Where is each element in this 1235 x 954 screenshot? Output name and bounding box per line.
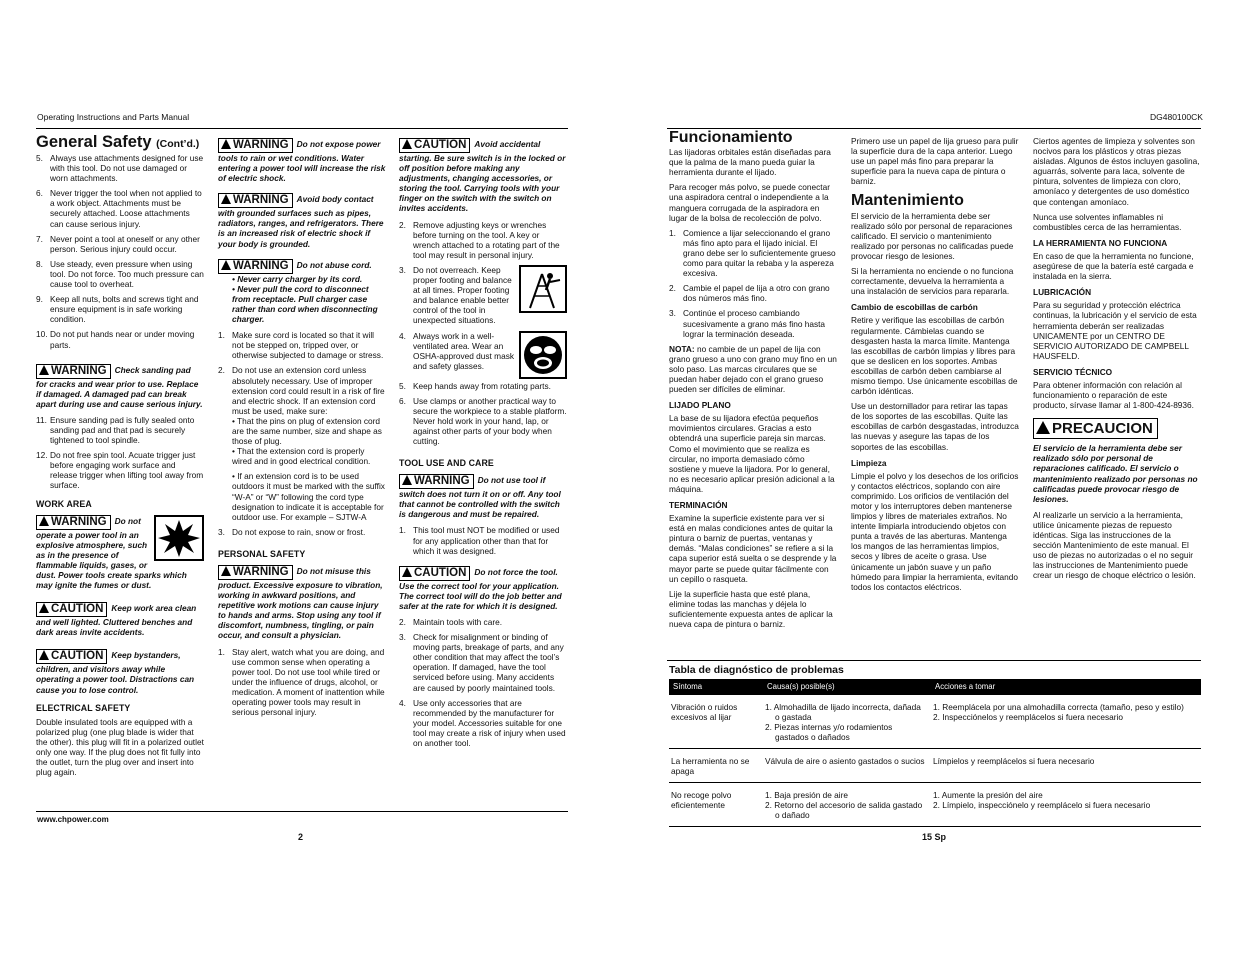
list-item: 4. Always work in a well-ventilated area. Wear an OSHA-approved dust mask and safety glasses. <box>399 331 567 371</box>
list-item: 6. Use clamps or another practical way to secure the workpiece to a stable platform. Never hold work in your hand, lap, or against other parts of your body when cutting. <box>399 395 567 446</box>
header-rule <box>36 128 568 129</box>
caution-force: CAUTION Do not force the tool. Use the correct tool for your application. The correct tool will do the job better and safer at the rate for which it is designed. <box>399 566 562 611</box>
caution-work-area: CAUTION Keep work area clean and well lighted. Cluttered benches and dark areas invite accidents. <box>36 603 197 638</box>
troubleshooting-table <box>669 664 1201 827</box>
actions-cell <box>931 749 1201 783</box>
list-item: 12. Do not free spin tool. Acuate trigger just before engaging work surface and release trigger when lifting tool away from surface. <box>36 450 204 491</box>
caution-accidental-start: CAUTION Avoid accidental starting. Be sure switch is in the locked or off position before making any adjustments, changing accessories, or storing the tool. Carrying tools with your finger on the switch with the switch on invites accidents. <box>399 139 566 214</box>
paragraph: Nunca use solventes inflamables ni combustibles cerca de las herramientas. <box>1033 211 1182 232</box>
paragraph: Use un destornillador para retirar las tapas de los soportes de las escobillas. Quite las escobillas de carbón desgastadas, introduzca las nuevas y asegure las tapas de los soportes de las escobillas. <box>851 401 1019 452</box>
ladder-overreach-icon <box>519 265 567 313</box>
list-item: 2. Remove adjusting keys or wrenches before turning on the tool. A key or wrench attached to a rotating part of the tool may result in personal injury. <box>399 219 560 260</box>
safety-list-a <box>36 153 204 350</box>
alert-triangle-icon <box>221 139 231 149</box>
no-funciona-heading: LA HERRAMIENTA NO FUNCIONA <box>1033 237 1168 248</box>
paragraph: Ciertos agentes de limpieza y solventes son nocivos para los plásticos y otras piezas aisladas. Algunos de éstos incluyen gasolina, aguarrás, solvente para laca, solvente de pintura, solventes de limpieza con cloro, amoníaco y detergentes de uso doméstico que contengan amoníaco. <box>1033 136 1200 207</box>
alert-triangle-icon <box>221 566 231 576</box>
column-header: Causa(s) posible(s) <box>763 679 931 695</box>
warning-rain: WARNING Do not expose power tools to rain or wet conditions. Water entering a power tool will increase the risk of electric shock. <box>218 139 386 184</box>
caution-bystanders: CAUTION Keep bystanders, children, and visitors away while operating a power tool. Distractions can cause you to lose control. <box>36 650 195 695</box>
warning-badge: WARNING <box>399 474 474 489</box>
model-code: DG480100CK <box>1150 112 1203 122</box>
alert-triangle-icon <box>39 650 49 660</box>
electrical-text: Double insulated tools are equipped with a polarized plug (one plug blade is wider that the other). this plug will fit in a polarized outlet only one way. If the plug does not fit fully into the outlet, turn the plug over and insert into plug again. <box>36 716 204 778</box>
list-item: 3. Continúe el proceso cambiando sucesivamente a grano más fino hasta lograr la terminación deseada. <box>669 308 826 339</box>
warning-cord: WARNING Do not abuse cord. • Never carry charger by its cord. • Never pull the cord to disconnect from receptacle. Pull charger case rather than cord when disconnecting charger. <box>218 259 386 324</box>
list-item: 1. Comience a lijar seleccionando el grano más fino apto para el lijado inicial. El grano debe ser lo suficientemente grueso como para quitar la rebaba y la aspereza excesiva. <box>669 227 836 279</box>
work-area-heading: WORK AREA <box>36 498 92 509</box>
cell-line: Válvula de aire o asiento gastados o sucios <box>765 756 925 766</box>
brush-heading: Cambio de escobillas de carbón <box>851 302 978 313</box>
list-item: 5. Keep hands away from rotating parts. <box>399 380 551 391</box>
list-item: 11. Ensure sanding pad is fully sealed onto sanding pad and that pad is securely tightened to tool spindle. <box>36 414 195 446</box>
warning-switch: WARNING Do not use tool if switch does not turn it on or off. Any tool that cannot be controlled with the switch is dangerous and must be repaired. <box>399 475 561 520</box>
actions-cell <box>931 695 1201 749</box>
cell-line: Límpielos y reemplácelos si fuera necesario <box>933 756 1095 766</box>
warning-sanding-pad: WARNING Check sanding pad for cracks and wear prior to use. Replace if damaged. A damaged pad can break apart during use and cause serious injury. <box>36 364 203 409</box>
limpieza-heading: Limpieza <box>851 457 887 468</box>
lubricacion-heading: LUBRICACIÓN <box>1033 287 1092 298</box>
right-col-2 <box>851 136 1019 597</box>
list-item: 1. This tool must NOT be modified or used for any application other than that for which it was designed. <box>399 525 560 556</box>
tool-use-heading: TOOL USE AND CARE <box>399 458 494 469</box>
precaucion-badge: PRECAUCION <box>1033 418 1158 439</box>
running-head: Operating Instructions and Parts Manual <box>37 112 190 122</box>
list-item: 5. Always use attachments designed for use with this tool. Do not use damaged or worn attachments. <box>36 153 204 184</box>
warning-badge: WARNING <box>218 193 293 208</box>
personal-safety-heading: PERSONAL SAFETY <box>218 548 306 559</box>
symptom-cell: No recoge polvo eficientemente <box>669 783 763 827</box>
left-col-2 <box>218 138 386 722</box>
paragraph: Al realizarle un servicio a la herramienta, utilice únicamente piezas de repuesto idénticas. Siga las instrucciones de la sección Mantenimiento de este manual. El uso de piezas no autorizadas o el no seguir las instrucciones de Mantenimiento puede crear un riesgo de choque eléctrico o lesión. <box>1033 509 1196 581</box>
cell-line: 1. Reemplácela por una almohadilla correcta (tamaño, peso y estilo) <box>933 702 1184 712</box>
ext-cord-bullet-1: • That the pins on plug of extension cord are the same number, size and shape as those of plug. <box>232 415 382 447</box>
caution-badge: CAUTION <box>36 649 107 664</box>
footer-rule <box>36 811 568 812</box>
list-item: 8. Use steady, even pressure when using tool. Do not force. Too much pressure can cause tool to overheat. <box>36 258 204 290</box>
cell-line: 2. Límpielo, inspecciónelo y reemplácelo si fuera necesario <box>933 800 1151 810</box>
caution-badge: CAUTION <box>36 602 107 617</box>
table-row <box>669 695 1201 749</box>
causes-cell <box>763 695 931 749</box>
symptom-cell: Vibración o ruidos excesivos al lijar <box>669 695 763 749</box>
paragraph: El servicio de la herramienta debe ser realizado sólo por personal de reparaciones calificado. El servicio o mantenimiento realizado por personas no calificadas puede provocar riesgo de lesiones. <box>851 210 1014 261</box>
diagnosis-table <box>669 679 1201 827</box>
explosion-icon <box>154 515 204 561</box>
nota: NOTA: no cambie de un papel de lija con grano grueso a uno con grano muy fino en un solo paso. Las marcas circulares que se puedan haber dejado con el grano grueso pueden ser difíciles de eliminar. <box>669 343 837 395</box>
page-number-right: 15 Sp <box>922 832 947 842</box>
alert-triangle-icon <box>39 365 49 375</box>
paragraph: Limpie el polvo y los desechos de los orificios y contactos eléctricos, soplando con aire comprimido. Los orificios de ventilación del motor y los interruptores deben mantenerse limpios y libres de materiales extraños. No intente limpiarla introduciendo objetos con punta a través de las aberturas. Mantenga los mangos de las herramientas limpios, secos y libres de aceite o grasa. Use únicamente un jabón suave y un paño húmedo para limpiar la herramienta, evitando todos los contactos eléctricos. <box>851 470 1019 592</box>
warning-badge: WARNING <box>218 565 293 580</box>
footer-url: www.chpower.com <box>37 815 109 824</box>
paragraph: En caso de que la herramienta no funcione, asegúrese de que la batería esté cargada e instalada en la sierra. <box>1033 250 1194 282</box>
dust-mask-glasses-icon <box>519 331 567 379</box>
list-item: 2. Maintain tools with care. <box>399 617 503 627</box>
alert-triangle-icon <box>221 194 231 204</box>
caution-badge: CAUTION <box>399 138 470 153</box>
paragraph: Para obtener información con relación al funcionamiento o reparación de este producto, sírvase llamar al 1-800-424-8936. <box>1033 379 1194 411</box>
alert-triangle-icon <box>402 475 412 485</box>
lijado-heading: LIJADO PLANO <box>669 400 731 411</box>
paragraph: Examine la superficie existente para ver si está en malas condiciones antes de quitar la pintura o barniz de puertas, ventanas y demás. “Malas condiciones” se refiere a si la capa superior está suelta o se desprende y la mayor parte se puede quitar fácilmente con un cepillo o rasqueta. <box>669 513 837 584</box>
list-item: 1. Stay alert, watch what you are doing, and use common sense when operating a power tool. Do not use tool while tired or under the influence of drugs, alcohol, or medication. A moment of inattention while operating power tools may result in serious personal injury. <box>218 646 385 718</box>
paragraph: Las lijadoras orbitales están diseñadas para que la palma de la mano pueda guiar la herramienta durante el lijado. <box>669 147 831 178</box>
paragraph: Primero use un papel de lija grueso para pulir la superficie dura de la capa anterior. Luego use un papel más fino para preparar la superficie para la nueva capa de pintura o barniz. <box>851 136 1019 187</box>
page-number-left: 2 <box>298 832 304 842</box>
symptom-cell: La herramienta no se apaga <box>669 749 763 783</box>
precaucion-text: El servicio de la herramienta debe ser realizado sólo por personal de reparaciones calificado. El servicio o mantenimiento realizado por personas no calificadas puede provocar riesgo de lesiones. <box>1033 443 1198 504</box>
list-item: 3. Do not overreach. Keep proper footing and balance at all times. Proper footing and balance enable better control of the tool in unexpected situations. <box>399 265 567 326</box>
paragraph: La base de su lijadora efectúa pequeños movimientos circulares. Gracias a esto obtendrá una superficie pareja sin marcas. Como el movimiento que se realiza es circular, no importa demasiado cómo sostiene y mueve la lijadora. Por lo general, no es necesario aplicar presión adicional a la máquina. <box>669 413 835 494</box>
column-header: Acciones a tomar <box>931 679 1201 695</box>
left-col-3 <box>399 138 567 753</box>
table-top-rule <box>667 660 1201 661</box>
paragraph: Lije la superficie hasta que esté plana, elimine todas las manchas y déjela lo suficientemente expuesta antes de aplicar la nueva capa de pintura o barniz. <box>669 588 833 630</box>
alert-triangle-icon <box>221 260 231 270</box>
left-col-1 <box>36 133 204 782</box>
alert-triangle-icon <box>402 139 412 149</box>
cell-line: 2. Inspecciónelos y reemplácelos si fuera necesario <box>933 712 1124 722</box>
table-title: Tabla de diagnóstico de problemas <box>669 664 844 676</box>
list-item: 10. Do not put hands near or under moving parts. <box>36 329 195 350</box>
mantenimiento-heading: Mantenimiento <box>851 192 964 210</box>
cell-line: 2. Retorno del accesorio de salida gastado o dañado <box>765 800 923 820</box>
causes-cell <box>763 749 931 783</box>
table-row <box>669 783 1201 827</box>
table-row <box>669 749 1201 783</box>
alert-triangle-icon <box>39 603 49 613</box>
alert-triangle-icon <box>1036 421 1050 434</box>
list-item: 2. Do not use an extension cord unless absolutely necessary. Use of improper extension cord could result in a risk of fire and electric shock. If an extension cord must be used, make sure: • That the pins on plug of extension cord are the same number, size and shape as those of plug. • That the extension cord is properly wired and in good electrical condition. • If an extension cord is to be used outdoors it must be marked with the suffix “W-A” or “W” following the cord type designation to indicate it is acceptable for outdoor use. For example – SJTW-A <box>218 365 385 522</box>
cell-line: 1. Almohadilla de lijado incorrecta, dañada o gastada <box>765 702 921 722</box>
causes-cell <box>763 783 931 827</box>
electrical-heading: ELECTRICAL SAFETY <box>36 702 131 713</box>
warning-badge: WARNING <box>218 138 293 153</box>
list-item: 4. Use only accessories that are recommended by the manufacturer for your model. Accessories suitable for one tool may create a risk of injury when used on another tool. <box>399 697 566 749</box>
funcionamiento-heading: Funcionamiento <box>669 129 793 146</box>
list-item: 3. Check for misalignment or binding of moving parts, breakage of parts, and any other condition that may affect the tool’s operation. If damaged, have the tool serviced before using. Many accidents are caused by poorly maintained tools. <box>399 632 564 693</box>
list-item: 7. Never point a tool at oneself or any other person. Serious injury could occur. <box>36 233 200 254</box>
section-title: General Safety (Cont’d.) <box>36 133 200 151</box>
warning-grounded: WARNING Avoid body contact with grounded surfaces such as pipes, radiators, ranges, and refrigerators. There is an increased risk of electric shock if your body is grounded. <box>218 194 384 249</box>
tool-care-list <box>399 617 567 748</box>
right-col-1 <box>669 129 837 634</box>
servicio-heading: SERVICIO TÉCNICO <box>1033 366 1113 377</box>
column-header: Síntoma <box>669 679 763 695</box>
cord-bullet-1: • Never carry charger by its cord. <box>232 273 363 284</box>
cell-line: 1. Baja presión de aire <box>765 790 849 800</box>
list-item: 3. Do not expose to rain, snow or frost. <box>218 526 366 537</box>
list-item: 9. Keep all nuts, bolts and screws tight and ensure equipment is in safe working condition. <box>36 294 199 325</box>
caution-badge: CAUTION <box>399 566 470 581</box>
warning-misuse: WARNING Do not misuse this product. Excessive exposure to vibration, working in awkward positions, and repetitive work motions can cause injury to hands and arms. Stop using any tool if discomfort, numbness, tingling, or pain occur, and consult a physician. <box>218 566 383 641</box>
step-list <box>669 228 837 339</box>
precaucion-badge-wrap <box>1033 418 1201 439</box>
cell-line: 1. Aumente la presión del aire <box>933 790 1043 800</box>
paragraph: Si la herramienta no enciende o no funciona correctamente, devuelva la herramienta a una instalación de servicios para repararla. <box>851 266 1014 297</box>
warning-badge: WARNING <box>36 364 111 379</box>
right-col-3 <box>1033 136 1201 585</box>
ext-cord-bullet-3: • If an extension cord is to be used outdoors it must be marked with the suffix “W-A” or “W” following the cord type designation to indicate it is acceptable for outdoor use. For example – SJTW-A <box>232 471 385 522</box>
paragraph: Retire y verifique las escobillas de carbón regularmente. Cámbielas cuando se desgasten hasta la marca límite. Mantenga las escobillas de carbón limpias y libres para que se deslicen en los soportes. Ambas escobillas de carbón deben cambiarse al mismo tiempo. Use únicamente escobillas de carbón idénticas. <box>851 315 1018 397</box>
cord-bullet-2: • Never pull the cord to disconnect from receptacle. Pull charger case rather than cord when disconnecting charger. <box>232 283 378 325</box>
safety-list-b <box>36 415 204 491</box>
alert-triangle-icon <box>402 567 412 577</box>
list-item: 6. Never trigger the tool when not applied to a work object. Attachments must be securely attached. Loose attachments can cause serious injury. <box>36 188 202 229</box>
list-item: 2. Cambie el papel de lija a otro con grano dos números más fino. <box>669 283 830 304</box>
warning-badge: WARNING <box>218 259 293 274</box>
list-item: 1. Make sure cord is located so that it will not be stepped on, tripped over, or otherwise subjected to damage or stress. <box>218 330 384 361</box>
alert-triangle-icon <box>39 516 49 526</box>
warning-explosive: WARNING Do not operate a power tool in an explosive atmosphere, such as in the presence of flammable liquids, gases, or dust. Power tools create sparks which may ignite the fumes or dust. <box>36 515 204 591</box>
ext-cord-bullet-2: • That the extension cord is properly wired and in good electrical condition. <box>232 446 371 467</box>
terminacion-heading: TERMINACIÓN <box>669 500 728 510</box>
cell-line: 2. Piezas internas y/o rodamientos gastados o dañados <box>765 722 893 742</box>
actions-cell <box>931 783 1201 827</box>
paragraph: Para recoger más polvo, se puede conectar una aspiradora central o independiente a la manguera corrugada de la aspiradora en lugar de la bolsa de recolección de polvo. <box>669 182 830 223</box>
paragraph: Para su seguridad y protección eléctrica continuas, la lubricación y el servicio de esta herramienta deberán ser realizadas UNICAMENTE por un CENTRO DE SERVICIO AUTORIZADO DE CAMPBELL HAUSFELD. <box>1033 300 1197 361</box>
warning-badge: WARNING <box>36 515 111 530</box>
